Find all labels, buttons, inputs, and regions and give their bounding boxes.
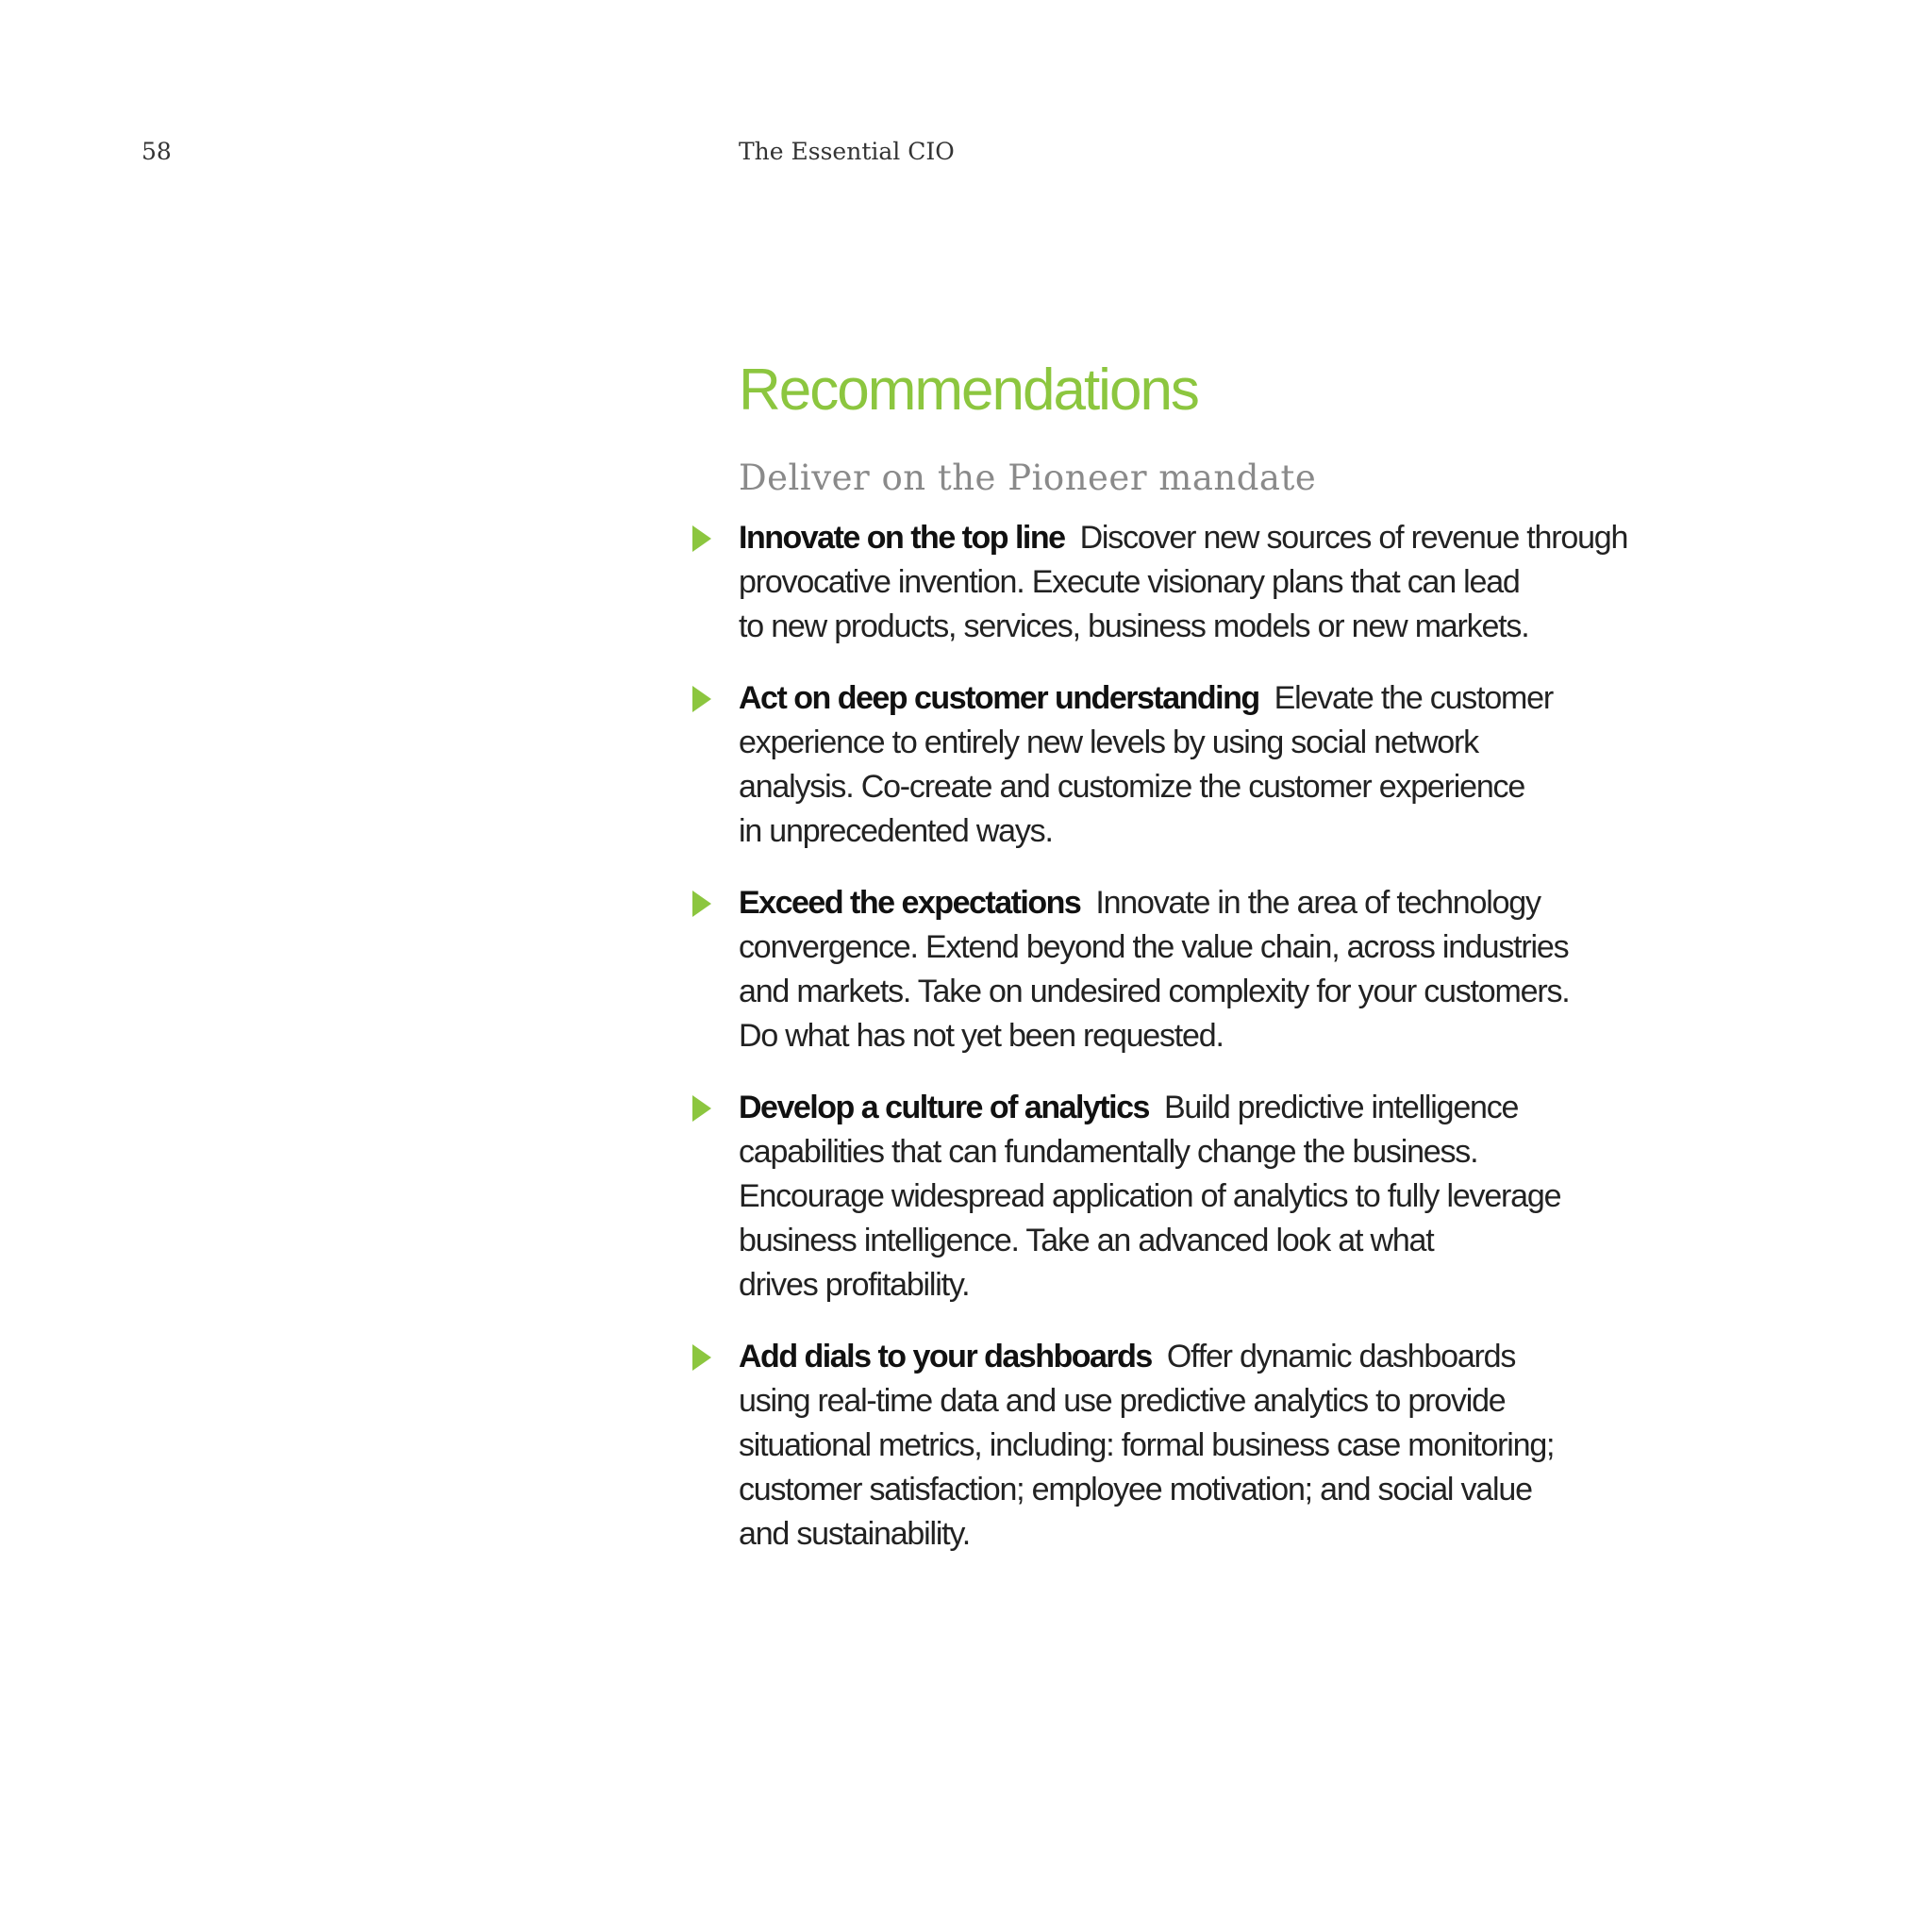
- recommendation-text: Do what has not yet been requested.: [739, 1018, 1224, 1054]
- recommendation-line: [739, 881, 1682, 925]
- recommendation-heading: Innovate on the top line: [739, 520, 1065, 556]
- triangle-right-icon: [692, 525, 711, 552]
- recommendation-text: in unprecedented ways.: [739, 813, 1053, 849]
- recommendation-heading: Exceed the expectations: [739, 885, 1081, 921]
- recommendation-text: and markets. Take on undesired complexity for your customers.: [739, 974, 1570, 1009]
- recommendation-line: [739, 1086, 1682, 1130]
- recommendation-item: [739, 676, 1682, 854]
- recommendation-text: analysis. Co-create and customize the customer experience: [739, 769, 1525, 805]
- recommendation-text: situational metrics, including: formal business case monitoring;: [739, 1427, 1555, 1463]
- recommendation-text: using real-time data and use predictive analytics to provide: [739, 1383, 1506, 1419]
- running-head: The Essential CIO: [739, 138, 955, 165]
- triangle-right-icon: [692, 1095, 711, 1122]
- section-title: Recommendations: [739, 358, 1198, 423]
- recommendation-item: [739, 881, 1682, 1058]
- recommendation-text: capabilities that can fundamentally change the business.: [739, 1134, 1478, 1170]
- recommendation-text: drives profitability.: [739, 1267, 970, 1303]
- recommendation-heading: Act on deep customer understanding: [739, 680, 1259, 716]
- recommendation-line: [739, 1335, 1682, 1379]
- recommendation-text: customer satisfaction; employee motivation; and social value: [739, 1472, 1532, 1507]
- recommendation-text: Offer dynamic dashboards: [1166, 1339, 1516, 1374]
- page-number: 58: [142, 138, 172, 165]
- recommendation-heading: Add dials to your dashboards: [739, 1339, 1152, 1374]
- recommendation-text: and sustainability.: [739, 1516, 970, 1552]
- recommendation-line: [739, 516, 1682, 560]
- recommendation-text: experience to entirely new levels by using social network: [739, 724, 1478, 760]
- recommendations-list: [739, 516, 1682, 1584]
- triangle-right-icon: [692, 891, 711, 917]
- triangle-right-icon: [692, 686, 711, 712]
- recommendation-text: Innovate in the area of technology: [1095, 885, 1541, 921]
- triangle-right-icon: [692, 1344, 711, 1371]
- recommendation-text: convergence. Extend beyond the value chain, across industries: [739, 929, 1569, 965]
- recommendation-text: business intelligence. Take an advanced look at what: [739, 1223, 1434, 1258]
- recommendation-item: [739, 516, 1682, 649]
- recommendation-text: Encourage widespread application of analytics to fully leverage: [739, 1178, 1561, 1214]
- recommendation-text: Elevate the customer: [1274, 680, 1554, 716]
- recommendation-item: [739, 1086, 1682, 1307]
- recommendation-line: [739, 676, 1682, 721]
- recommendation-item: [739, 1335, 1682, 1557]
- recommendation-text: to new products, services, business models or new markets.: [739, 608, 1529, 644]
- recommendation-text: Build predictive intelligence: [1163, 1090, 1519, 1125]
- section-subtitle: Deliver on the Pioneer mandate: [739, 458, 1317, 498]
- recommendation-heading: Develop a culture of analytics: [739, 1090, 1149, 1125]
- recommendation-text: Discover new sources of revenue through: [1079, 520, 1628, 556]
- recommendation-text: provocative invention. Execute visionary plans that can lead: [739, 564, 1520, 600]
